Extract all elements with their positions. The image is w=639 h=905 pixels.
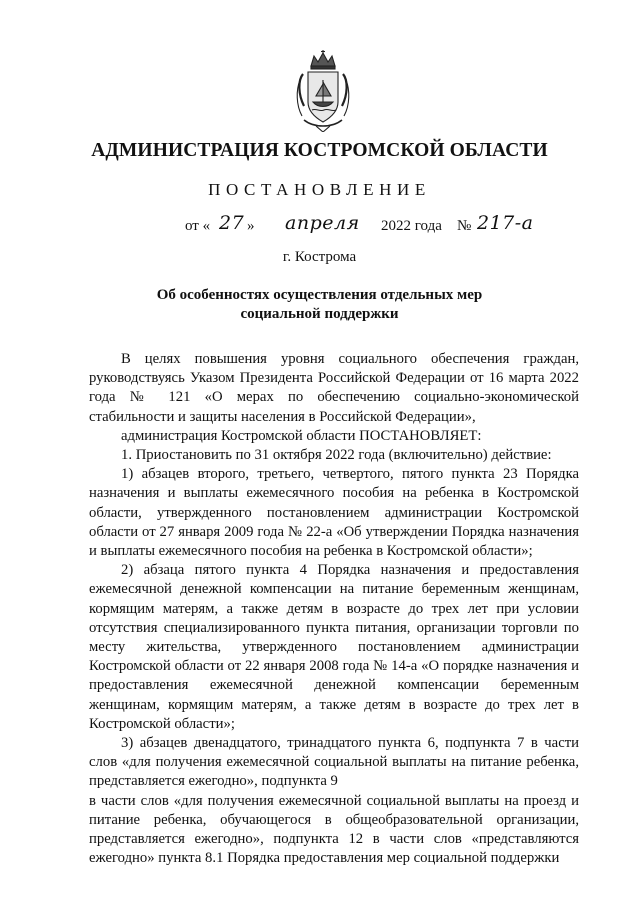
document-number-handwritten: 217-а <box>477 212 534 234</box>
date-year: 2022 года <box>381 218 442 234</box>
paragraph-subitem-3-part-1: 3) абзацев двенадцатого, тринадцатого пункта 6, подпункта 7 в части слов «для получения ежемесячной социальной выплаты на питание ребенка, представляется ежегодно», подпункта 9 <box>89 735 579 790</box>
date-separator: » <box>247 218 255 234</box>
paragraph-preamble: В целях повышения уровня социального обеспечения граждан, руководствуясь Указом Президента Российской Федерации от 16 марта 2022 года № 121 «О мерах по обеспечению социально-экономической стабильности и защиты населения в Российской Федерации», <box>89 351 579 425</box>
document-type: ПОСТАНОВЛЕНИЕ <box>208 180 431 199</box>
date-month-handwritten: апреля <box>285 212 360 234</box>
subject-line-1: Об особенностях осуществления отдельных мер <box>156 287 483 303</box>
coat-of-arms-emblem <box>294 50 352 132</box>
date-day-handwritten: 27 <box>219 212 245 234</box>
date-prefix: от « <box>185 218 211 234</box>
city: г. Кострома <box>282 249 357 265</box>
paragraph-subitem-1: 1) абзацев второго, третьего, четвертого, пятого пункта 23 Порядка назначения и выплаты ежемесячного пособия на ребенка в Костромской области, утвержденного постановлением администрации Костромской области от 27 января 2009 года № 22-а «Об утверждении Порядка назначения и выплаты ежемесячного пособия на ребенка в Костромской области»; <box>89 466 579 560</box>
number-prefix: № <box>457 218 472 234</box>
organization-name: АДМИНИСТРАЦИЯ КОСТРОМСКОЙ ОБЛАСТИ <box>91 140 548 161</box>
paragraph-subitem-2: 2) абзаца пятого пункта 4 Порядка назначения и предоставления ежемесячной денежной компенсации на питание беременным женщинам, кормящим матерям, а также детям в возрасте до трех лет при условии отсутствия специализированного пункта питания, организации торговли по месту жительства, утвержденного постановлением администрации Костромской области от 22 января 2008 года № 14-а «О порядке назначения и предоставления ежемесячной денежной компенсации беременным женщинам, кормящим матерям, а также детям в возрасте до трех лет в Костромской области»; <box>89 562 579 732</box>
document-body <box>89 350 579 868</box>
paragraph-item-1: 1. Приостановить по 31 октября 2022 года (включительно) действие: <box>121 447 552 464</box>
paragraph-subitem-3-part-2: в части слов «для получения ежемесячной социальной выплаты на проезд и питание ребенка, обучающегося в общеобразовательной организации, представляется ежегодно», подпункта 12 в части слов «представляются ежегодно» пункта 8.1 Порядка предоставления мер социальной поддержки <box>89 792 579 867</box>
document-subject <box>0 286 639 324</box>
paragraph-resolves: администрация Костромской области ПОСТАНОВЛЯЕТ: <box>121 427 482 444</box>
date-line <box>185 212 585 246</box>
subject-line-2: социальной поддержки <box>240 306 399 322</box>
